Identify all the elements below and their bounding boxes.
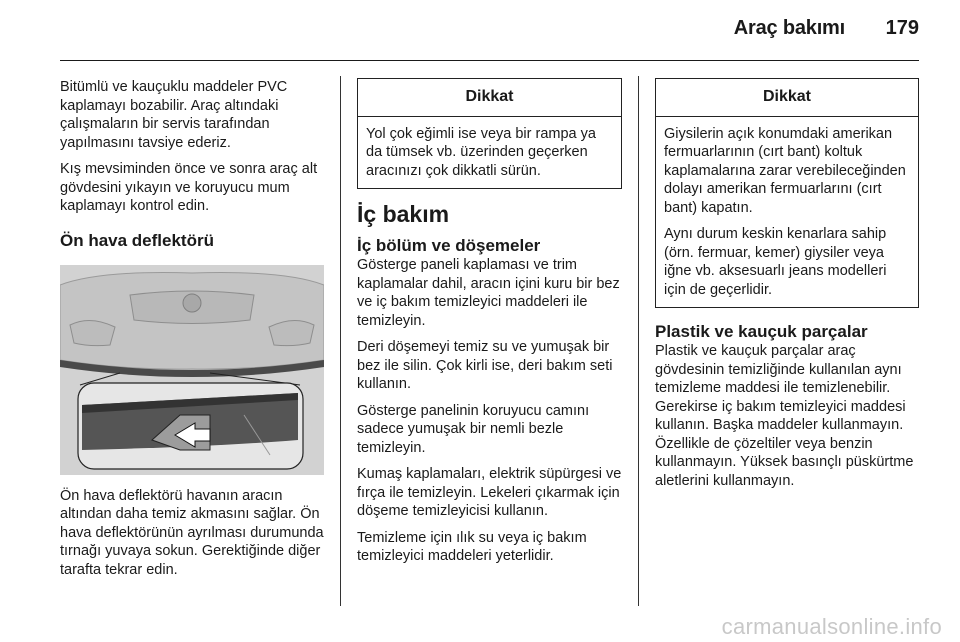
deflector-drawing [60, 265, 324, 475]
paragraph: Gösterge panelinin koruyucu camını sadece yumuşak bir nemli bezle temizleyin. [357, 402, 590, 456]
paragraph: Deri döşemeyi temiz su ve yumuşak bir bez ile silin. Çok kirli ise, deri bakım seti kullanın. [357, 339, 613, 392]
section-heading: Ön hava deflektörü [60, 230, 214, 250]
paragraph: Ön hava deflektörü havanın aracın altından daha temiz akmasını sağlar. Ön hava deflektörünün ayrılması durumunda tırnağı yuvaya sokun. Gerektiğinde diğer tarafta tekrar edin. [60, 487, 324, 578]
paragraph: Gösterge paneli kaplaması ve trim kaplamalar dahil, aracın içini kuru bir bez ve iç bakım temizleyici maddeleri ile temizleyin. [357, 257, 620, 329]
warning-text: Giysilerin açık konumdaki amerikan fermuarlarının (cırt bant) koltuk kaplamalarına zarar verebileceğinden dolayı amerikan fermuarlarını (cırt bant) kapatın. [664, 125, 906, 216]
header-rule [60, 60, 919, 61]
column-2 [357, 78, 622, 574]
watermark: carmanualsonline.info [721, 614, 942, 639]
deflector-illustration [60, 265, 324, 475]
subsection-heading: Plastik ve kauçuk parçalar [655, 322, 868, 341]
subsection-heading: İç bölüm ve döşemeler [357, 236, 541, 255]
column-divider [638, 76, 639, 606]
warning-box [357, 78, 622, 189]
running-header-title: Araç bakımı [733, 17, 845, 39]
warning-text: Yol çok eğimli ise veya bir rampa ya da tümsek vb. üzerinden geçerken aracınızı çok dikkatli sürün. [366, 125, 596, 179]
warning-box [655, 78, 919, 308]
warning-text: Aynı durum keskin kenarlara sahip (örn. fermuar, kemer) giysiler veya iğne vb. aksesuarlı jeans modelleri için de geçerlidir. [664, 226, 887, 298]
column-divider [340, 76, 341, 606]
paragraph: Kış mevsiminden önce ve sonra araç alt gövdesini yıkayın ve koruyucu mum kaplamayı kontrol edin. [60, 161, 318, 214]
warning-title: Dikkat [656, 79, 918, 117]
paragraph: Kumaş kaplamaları, elektrik süpürgesi ve fırça ile temizleyin. Lekeleri çıkarmak için döşeme temizleyicisi kullanın. [357, 466, 622, 519]
warning-body [358, 117, 621, 189]
paragraph: Temizleme için ılık su veya iç bakım temizleyici maddeleri yeterlidir. [357, 529, 587, 564]
paragraph: Plastik ve kauçuk parçalar araç gövdesinin temizliğinde kullanılan aynı temizleme maddesi ile temizlenebilir. Gerekirse iç bakım temizleyici maddesi kullanın. Başka maddeler kullanmayın. Özellikle de çözeltiler veya benzin kullanmayın. Yüksek basınçlı püskürtme aletlerini kullanmayın. [655, 343, 914, 489]
column-3 [655, 78, 919, 498]
column-1 [60, 78, 326, 587]
warning-body [656, 117, 918, 308]
chapter-heading: İç bakım [357, 201, 450, 227]
page-number: 179 [885, 17, 919, 39]
warning-title: Dikkat [358, 79, 621, 117]
paragraph: Bitümlü ve kauçuklu maddeler PVC kaplamayı bozabilir. Araç altındaki çalışmaların bir servis tarafından yapılmasını tavsiye ederiz. [60, 79, 288, 151]
